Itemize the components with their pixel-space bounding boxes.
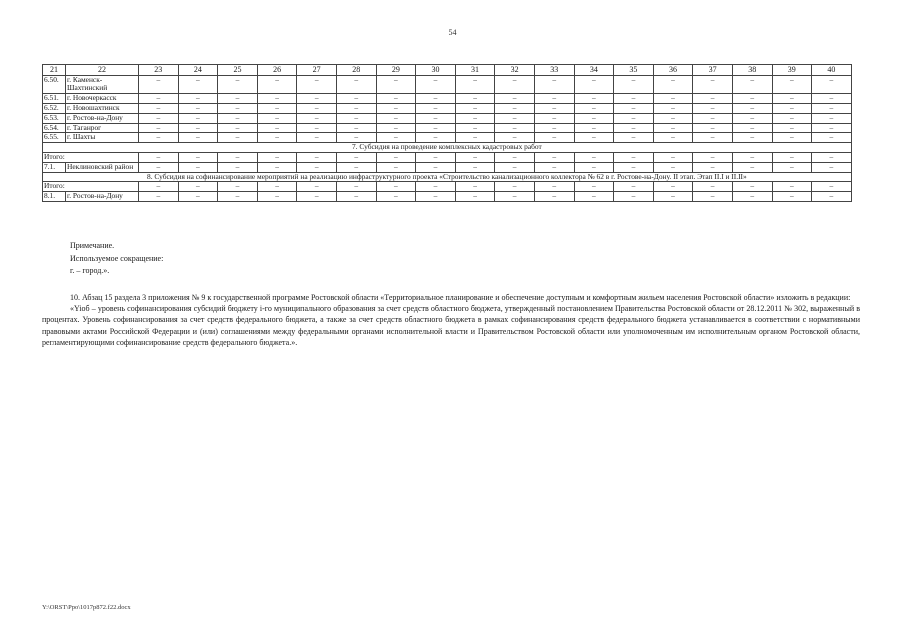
value-cell: – bbox=[772, 133, 812, 143]
value-cell: – bbox=[139, 162, 179, 172]
value-cell: – bbox=[376, 94, 416, 104]
value-cell: – bbox=[455, 123, 495, 133]
column-number-header: 38 bbox=[732, 65, 772, 76]
value-cell: – bbox=[772, 123, 812, 133]
value-cell: – bbox=[297, 103, 337, 113]
value-cell: – bbox=[534, 113, 574, 123]
column-number-header: 21 bbox=[43, 65, 66, 76]
value-cell: – bbox=[614, 113, 654, 123]
value-cell: – bbox=[534, 75, 574, 94]
value-cell: – bbox=[653, 75, 693, 94]
value-cell: – bbox=[693, 192, 733, 202]
value-cell: – bbox=[376, 152, 416, 162]
value-cell: – bbox=[257, 103, 297, 113]
value-cell: – bbox=[812, 192, 852, 202]
municipality-name: г. Каменск-Шахтинский bbox=[66, 75, 139, 94]
column-number-header: 25 bbox=[218, 65, 258, 76]
value-cell: – bbox=[416, 94, 456, 104]
row-number: 7.1. bbox=[43, 162, 66, 172]
table-row bbox=[43, 113, 852, 123]
value-cell: – bbox=[614, 75, 654, 94]
value-cell: – bbox=[732, 94, 772, 104]
value-cell: – bbox=[653, 133, 693, 143]
value-cell: – bbox=[257, 123, 297, 133]
municipality-name: г. Шахты bbox=[66, 133, 139, 143]
column-number-header: 22 bbox=[66, 65, 139, 76]
value-cell: – bbox=[455, 152, 495, 162]
value-cell: – bbox=[297, 182, 337, 192]
note-title: Примечание. bbox=[70, 241, 115, 250]
value-cell: – bbox=[416, 133, 456, 143]
value-cell: – bbox=[376, 133, 416, 143]
value-cell: – bbox=[574, 94, 614, 104]
table-row bbox=[43, 192, 852, 202]
value-cell: – bbox=[455, 103, 495, 113]
value-cell: – bbox=[257, 152, 297, 162]
value-cell: – bbox=[416, 123, 456, 133]
value-cell: – bbox=[614, 103, 654, 113]
total-label: Итого: bbox=[43, 182, 139, 192]
value-cell: – bbox=[218, 192, 258, 202]
column-number-header: 29 bbox=[376, 65, 416, 76]
value-cell: – bbox=[178, 75, 218, 94]
value-cell: – bbox=[178, 162, 218, 172]
column-number-header: 40 bbox=[812, 65, 852, 76]
table-row bbox=[43, 75, 852, 94]
value-cell: – bbox=[574, 192, 614, 202]
value-cell: – bbox=[416, 113, 456, 123]
total-row bbox=[43, 182, 852, 192]
value-cell: – bbox=[772, 75, 812, 94]
row-number: 8.1. bbox=[43, 192, 66, 202]
value-cell: – bbox=[772, 152, 812, 162]
value-cell: – bbox=[416, 103, 456, 113]
value-cell: – bbox=[336, 113, 376, 123]
value-cell: – bbox=[376, 103, 416, 113]
value-cell: – bbox=[614, 133, 654, 143]
column-number-header: 28 bbox=[336, 65, 376, 76]
value-cell: – bbox=[178, 123, 218, 133]
value-cell: – bbox=[534, 103, 574, 113]
column-number-header: 30 bbox=[416, 65, 456, 76]
value-cell: – bbox=[732, 182, 772, 192]
subsidy-table bbox=[42, 64, 852, 202]
value-cell: – bbox=[772, 182, 812, 192]
value-cell: – bbox=[139, 123, 179, 133]
value-cell: – bbox=[732, 133, 772, 143]
table-row bbox=[43, 103, 852, 113]
value-cell: – bbox=[336, 192, 376, 202]
value-cell: – bbox=[732, 123, 772, 133]
value-cell: – bbox=[178, 152, 218, 162]
municipality-name: Неклиновский район bbox=[66, 162, 139, 172]
note-abbreviations-label: Используемое сокращение: bbox=[70, 253, 164, 263]
value-cell: – bbox=[574, 75, 614, 94]
value-cell: – bbox=[495, 94, 535, 104]
value-cell: – bbox=[653, 123, 693, 133]
value-cell: – bbox=[257, 182, 297, 192]
value-cell: – bbox=[336, 152, 376, 162]
column-number-header: 32 bbox=[495, 65, 535, 76]
subsidy-table-body bbox=[43, 65, 852, 202]
value-cell: – bbox=[257, 192, 297, 202]
value-cell: – bbox=[495, 162, 535, 172]
value-cell: – bbox=[178, 113, 218, 123]
value-cell: – bbox=[614, 182, 654, 192]
value-cell: – bbox=[336, 94, 376, 104]
row-number: 6.54. bbox=[43, 123, 66, 133]
value-cell: – bbox=[455, 162, 495, 172]
value-cell: – bbox=[812, 94, 852, 104]
value-cell: – bbox=[614, 94, 654, 104]
value-cell: – bbox=[574, 103, 614, 113]
value-cell: – bbox=[693, 162, 733, 172]
value-cell: – bbox=[574, 162, 614, 172]
value-cell: – bbox=[139, 75, 179, 94]
value-cell: – bbox=[614, 152, 654, 162]
table-row bbox=[43, 123, 852, 133]
value-cell: – bbox=[416, 162, 456, 172]
value-cell: – bbox=[336, 133, 376, 143]
value-cell: – bbox=[455, 182, 495, 192]
value-cell: – bbox=[812, 75, 852, 94]
row-number: 6.51. bbox=[43, 94, 66, 104]
total-label: Итого: bbox=[43, 152, 139, 162]
value-cell: – bbox=[812, 152, 852, 162]
section-row bbox=[43, 143, 852, 153]
value-cell: – bbox=[534, 123, 574, 133]
value-cell: – bbox=[812, 103, 852, 113]
value-cell: – bbox=[218, 103, 258, 113]
table-header-row bbox=[43, 65, 852, 76]
value-cell: – bbox=[376, 162, 416, 172]
value-cell: – bbox=[574, 133, 614, 143]
value-cell: – bbox=[257, 113, 297, 123]
value-cell: – bbox=[297, 152, 337, 162]
note-abbreviation-gorod: г. – город.». bbox=[70, 266, 110, 276]
value-cell: – bbox=[534, 162, 574, 172]
column-number-header: 27 bbox=[297, 65, 337, 76]
value-cell: – bbox=[495, 123, 535, 133]
value-cell: – bbox=[178, 103, 218, 113]
value-cell: – bbox=[653, 192, 693, 202]
value-cell: – bbox=[376, 113, 416, 123]
value-cell: – bbox=[257, 133, 297, 143]
value-cell: – bbox=[139, 94, 179, 104]
value-cell: – bbox=[653, 152, 693, 162]
municipality-name: г. Ростов-на-Дону bbox=[66, 113, 139, 123]
value-cell: – bbox=[495, 192, 535, 202]
value-cell: – bbox=[416, 75, 456, 94]
value-cell: – bbox=[534, 182, 574, 192]
value-cell: – bbox=[534, 192, 574, 202]
value-cell: – bbox=[455, 94, 495, 104]
value-cell: – bbox=[218, 94, 258, 104]
value-cell: – bbox=[416, 182, 456, 192]
value-cell: – bbox=[178, 182, 218, 192]
value-cell: – bbox=[772, 94, 812, 104]
value-cell: – bbox=[574, 113, 614, 123]
value-cell: – bbox=[376, 182, 416, 192]
notes-block bbox=[70, 240, 163, 278]
paragraph-formula-definition: «Yiоб – уровень софинансирования субсидий бюджету i-го муниципального образования за счет средств областного бюджета, утвержденный постановлением Правительства Ростовской области от 28.12.2011 № 302, выраженный в процентах. Уровень софинансирования за счет средств федерального бюджета, а также за счет средств областного бюджета в рамках софинансирования средств федерального бюджета устанавливается в соответствии с нормативными правовыми актами Российской Федерации и (или) соглашениями между федеральными органами исполнительной власти и Правительством Ростовской области или уполномоченным им исполнительным органом Ростовской области, регламентирующими софинансирование средств федерального бюджета.». bbox=[42, 304, 860, 347]
value-cell: – bbox=[812, 123, 852, 133]
value-cell: – bbox=[812, 133, 852, 143]
value-cell: – bbox=[693, 152, 733, 162]
value-cell: – bbox=[693, 75, 733, 94]
value-cell: – bbox=[534, 133, 574, 143]
column-number-header: 26 bbox=[257, 65, 297, 76]
table-row bbox=[43, 162, 852, 172]
value-cell: – bbox=[218, 162, 258, 172]
value-cell: – bbox=[455, 113, 495, 123]
municipality-name: г. Новошахтинск bbox=[66, 103, 139, 113]
column-number-header: 35 bbox=[614, 65, 654, 76]
row-number: 6.52. bbox=[43, 103, 66, 113]
value-cell: – bbox=[336, 103, 376, 113]
column-number-header: 23 bbox=[139, 65, 179, 76]
value-cell: – bbox=[376, 192, 416, 202]
value-cell: – bbox=[139, 192, 179, 202]
value-cell: – bbox=[297, 162, 337, 172]
value-cell: – bbox=[336, 182, 376, 192]
column-number-header: 33 bbox=[534, 65, 574, 76]
row-number: 6.50. bbox=[43, 75, 66, 94]
column-number-header: 31 bbox=[455, 65, 495, 76]
value-cell: – bbox=[218, 133, 258, 143]
value-cell: – bbox=[534, 152, 574, 162]
value-cell: – bbox=[495, 103, 535, 113]
value-cell: – bbox=[455, 75, 495, 94]
section-title: 7. Субсидия на проведение комплексных кадастровых работ bbox=[43, 143, 852, 153]
column-number-header: 39 bbox=[772, 65, 812, 76]
value-cell: – bbox=[416, 152, 456, 162]
municipality-name: г. Таганрог bbox=[66, 123, 139, 133]
value-cell: – bbox=[693, 182, 733, 192]
value-cell: – bbox=[455, 133, 495, 143]
value-cell: – bbox=[812, 162, 852, 172]
value-cell: – bbox=[693, 123, 733, 133]
value-cell: – bbox=[772, 113, 812, 123]
value-cell: – bbox=[376, 123, 416, 133]
value-cell: – bbox=[218, 75, 258, 94]
document-file-path: Y:\ORST\Ppo\1017p872.f22.docx bbox=[42, 604, 131, 611]
value-cell: – bbox=[257, 162, 297, 172]
value-cell: – bbox=[495, 182, 535, 192]
row-number: 6.53. bbox=[43, 113, 66, 123]
value-cell: – bbox=[257, 94, 297, 104]
value-cell: – bbox=[732, 162, 772, 172]
value-cell: – bbox=[139, 152, 179, 162]
value-cell: – bbox=[614, 192, 654, 202]
value-cell: – bbox=[574, 152, 614, 162]
value-cell: – bbox=[139, 182, 179, 192]
value-cell: – bbox=[653, 94, 693, 104]
value-cell: – bbox=[614, 123, 654, 133]
column-number-header: 24 bbox=[178, 65, 218, 76]
value-cell: – bbox=[178, 192, 218, 202]
value-cell: – bbox=[812, 182, 852, 192]
value-cell: – bbox=[336, 75, 376, 94]
value-cell: – bbox=[732, 103, 772, 113]
value-cell: – bbox=[495, 152, 535, 162]
value-cell: – bbox=[732, 75, 772, 94]
value-cell: – bbox=[772, 162, 812, 172]
value-cell: – bbox=[139, 113, 179, 123]
value-cell: – bbox=[812, 113, 852, 123]
value-cell: – bbox=[139, 103, 179, 113]
value-cell: – bbox=[178, 133, 218, 143]
section-title: 8. Субсидия на софинансирование мероприятий на реализацию инфраструктурного проекта «Строительство канализационного коллектора № 62 в г. Ростове-на-Дону. II этап. Этап II.I и II.II» bbox=[43, 172, 852, 182]
value-cell: – bbox=[297, 94, 337, 104]
value-cell: – bbox=[257, 75, 297, 94]
value-cell: – bbox=[614, 162, 654, 172]
value-cell: – bbox=[574, 182, 614, 192]
value-cell: – bbox=[653, 113, 693, 123]
value-cell: – bbox=[376, 75, 416, 94]
value-cell: – bbox=[534, 94, 574, 104]
value-cell: – bbox=[336, 123, 376, 133]
table-row bbox=[43, 133, 852, 143]
value-cell: – bbox=[693, 103, 733, 113]
value-cell: – bbox=[732, 192, 772, 202]
value-cell: – bbox=[455, 192, 495, 202]
value-cell: – bbox=[178, 94, 218, 104]
value-cell: – bbox=[693, 94, 733, 104]
value-cell: – bbox=[653, 182, 693, 192]
value-cell: – bbox=[139, 133, 179, 143]
row-number: 6.55. bbox=[43, 133, 66, 143]
value-cell: – bbox=[297, 113, 337, 123]
value-cell: – bbox=[772, 192, 812, 202]
amendment-text bbox=[42, 292, 860, 348]
value-cell: – bbox=[693, 133, 733, 143]
value-cell: – bbox=[297, 75, 337, 94]
value-cell: – bbox=[495, 75, 535, 94]
value-cell: – bbox=[653, 103, 693, 113]
column-number-header: 34 bbox=[574, 65, 614, 76]
value-cell: – bbox=[495, 113, 535, 123]
value-cell: – bbox=[218, 113, 258, 123]
value-cell: – bbox=[336, 162, 376, 172]
table-row bbox=[43, 94, 852, 104]
value-cell: – bbox=[772, 103, 812, 113]
paragraph-10: 10. Абзац 15 раздела 3 приложения № 9 к государственной программе Ростовской области «Территориальное планирование и обеспечение доступным и комфортным жильем населения Ростовской области» изложить в редакции: bbox=[70, 293, 851, 302]
section-row bbox=[43, 172, 852, 182]
value-cell: – bbox=[297, 192, 337, 202]
column-number-header: 37 bbox=[693, 65, 733, 76]
value-cell: – bbox=[495, 133, 535, 143]
value-cell: – bbox=[297, 123, 337, 133]
value-cell: – bbox=[693, 113, 733, 123]
value-cell: – bbox=[416, 192, 456, 202]
value-cell: – bbox=[218, 152, 258, 162]
municipality-name: г. Ростов-на-Дону bbox=[66, 192, 139, 202]
value-cell: – bbox=[653, 162, 693, 172]
value-cell: – bbox=[218, 123, 258, 133]
page-number: 54 bbox=[448, 28, 457, 37]
value-cell: – bbox=[574, 123, 614, 133]
value-cell: – bbox=[218, 182, 258, 192]
column-number-header: 36 bbox=[653, 65, 693, 76]
value-cell: – bbox=[732, 113, 772, 123]
municipality-name: г. Новочеркасск bbox=[66, 94, 139, 104]
value-cell: – bbox=[732, 152, 772, 162]
total-row bbox=[43, 152, 852, 162]
value-cell: – bbox=[297, 133, 337, 143]
